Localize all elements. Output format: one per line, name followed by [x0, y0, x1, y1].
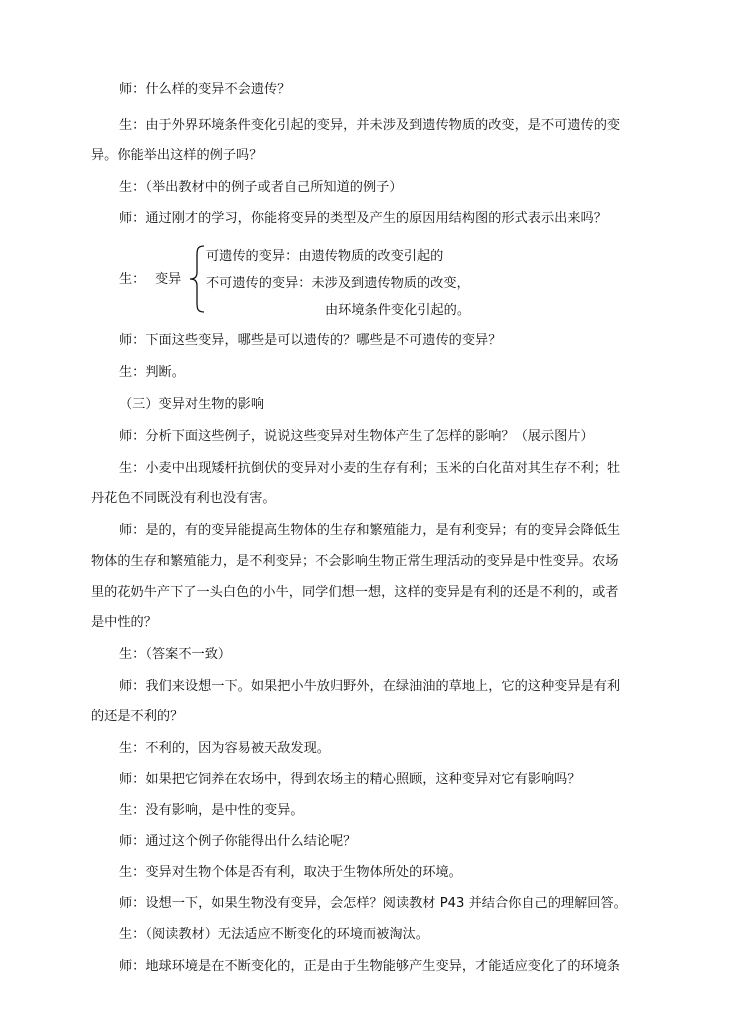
- text-line: 里的花奶牛产下了一头白色的小牛，同学们想一想，这样的变异是有利的还是不利的，或者: [91, 585, 619, 600]
- text-line: 师：下面这些变异，哪些是可以遗传的？哪些是不可遗传的变异？: [119, 333, 502, 348]
- diagram-branch-nonheritable: 不可遗传的变异：未涉及到遗传物质的改变，: [206, 276, 470, 291]
- text-line: 丹花色不同既没有利也没有害。: [91, 491, 276, 506]
- diagram-branch-heritable: 可遗传的变异：由遗传物质的改变引起的: [206, 249, 444, 264]
- text-line: 生：判断。: [119, 365, 185, 380]
- text-line: 物体的生存和繁殖能力，是不利变异；不会影响生物正常生理活动的变异是中性变异。农场: [91, 554, 619, 569]
- text-line: 生：由于外界环境条件变化引起的变异，并未涉及到遗传物质的改变，是不可遗传的变: [119, 118, 621, 133]
- text-line: 师：如果把它饲养在农场中，得到农场主的精心照顾，这种变异对它有影响吗？: [119, 772, 581, 787]
- text-line: 师：地球环境是在不断变化的，正是由于生物能够产生变异，才能适应变化了的环境条: [119, 959, 621, 974]
- text-line: 生：（答案不一致）: [119, 647, 232, 662]
- text-line: 生：变异对生物个体是否有利，取决于生物体所处的环境。: [119, 865, 462, 880]
- section-heading: （三）变异对生物的影响: [119, 397, 265, 412]
- text-line: 师：通过刚才的学习，你能将变异的类型及产生的原因用结构图的形式表示出来吗？: [119, 211, 607, 226]
- text-line: 师：我们来设想一下。如果把小牛放归野外，在绿油油的草地上，它的这种变异是有利: [119, 679, 621, 694]
- diagram-branch-nonheritable-cont: 由环境条件变化引起的。: [325, 303, 471, 318]
- text-line: 生：没有影响，是中性的变异。: [119, 803, 304, 818]
- text-line: 异。你能举出这样的例子吗？: [91, 148, 263, 163]
- text-line: 师：什么样的变异不会遗传？: [119, 82, 291, 97]
- text-line: 生：小麦中出现矮杆抗倒伏的变异对小麦的生存有利；玉米的白化苗对其生存不利；牡: [119, 461, 621, 476]
- diagram-root-term: 变异: [155, 272, 182, 287]
- text-line: 师：是的，有的变异能提高生物体的生存和繁殖能力，是有利变异；有的变异会降低生: [119, 523, 621, 538]
- text-line: 的还是不利的？: [91, 709, 184, 724]
- curly-brace-icon: [186, 244, 208, 314]
- text-line: 是中性的？: [91, 615, 157, 630]
- text-line: 生：（阅读教材）无法适应不断变化的环境而被淘汰。: [119, 927, 429, 942]
- speaker-label: 生：: [119, 272, 146, 287]
- text-line: 生：不利的，因为容易被天敌发现。: [119, 741, 330, 756]
- text-line: 师：设想一下，如果生物没有变异，会怎样？阅读教材 P43 并结合你自己的理解回答。: [119, 896, 627, 911]
- text-line: 生：（举出教材中的例子或者自己所知道的例子）: [119, 180, 403, 195]
- text-line: 师：通过这个例子你能得出什么结论呢？: [119, 834, 357, 849]
- text-line: 师：分析下面这些例子，说说这些变异对生物体产生了怎样的影响？（展示图片）: [119, 429, 594, 444]
